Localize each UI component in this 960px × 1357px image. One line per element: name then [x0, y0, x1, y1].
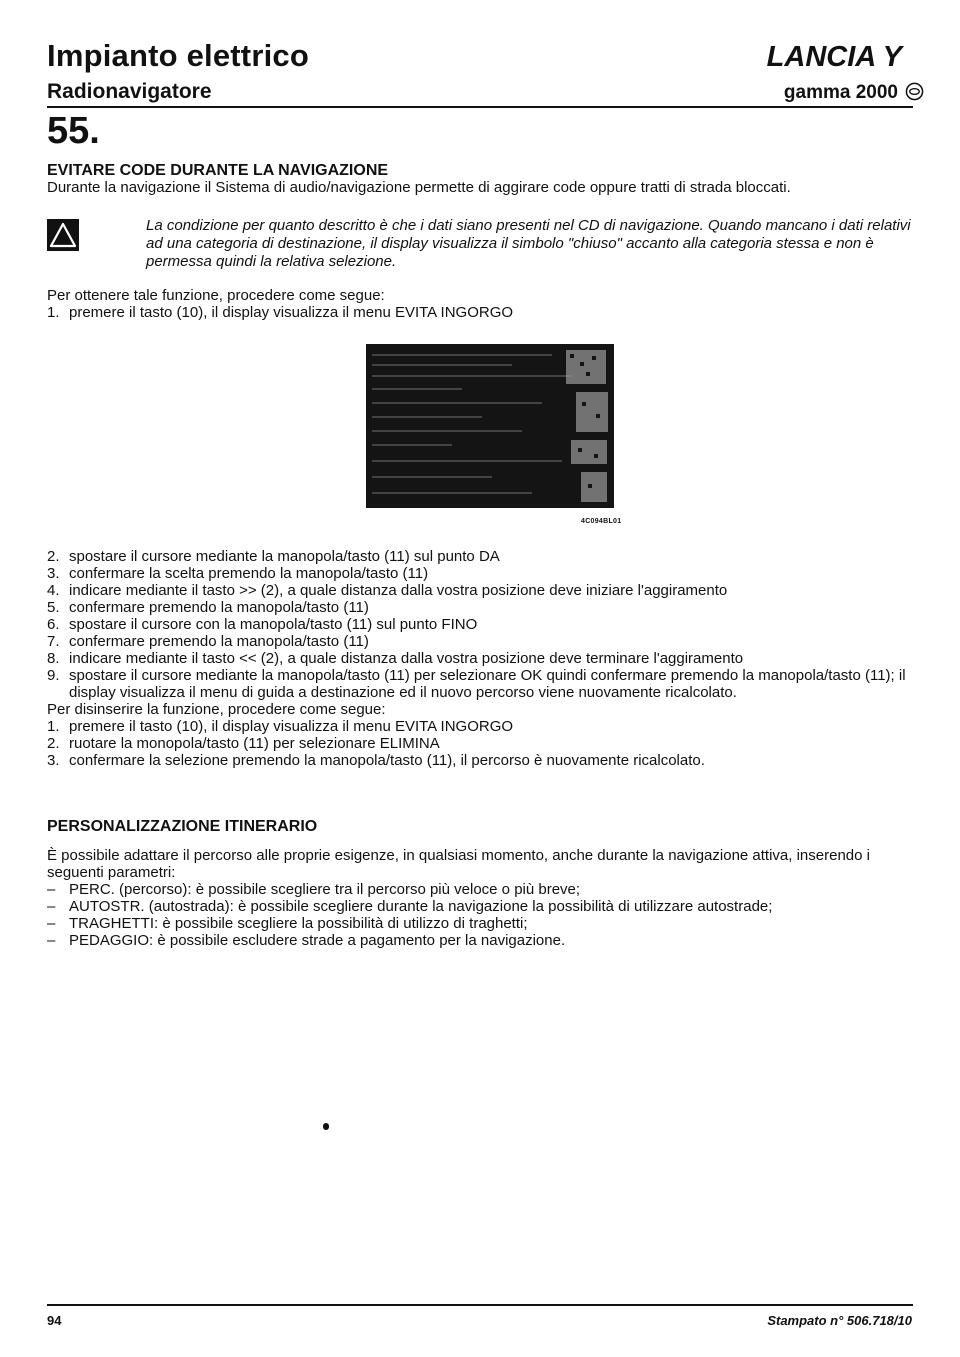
list-dash: –: [47, 881, 56, 898]
list-item: [47, 752, 913, 769]
step-number: 6.: [47, 616, 60, 633]
display-screenshot-image: [366, 344, 614, 508]
step-text: ruotare la monopola/tasto (11) per selezionare ELIMINA: [69, 735, 440, 752]
step-text: confermare la selezione premendo la manopola/tasto (11), il percorso è nuovamente ricalcolato.: [69, 752, 705, 769]
section2-block: [47, 818, 913, 949]
step-text: spostare il cursore con la manopola/tasto (11) sul punto FINO: [69, 616, 478, 633]
stray-dot: [323, 1123, 329, 1130]
item-text: AUTOSTR. (autostrada): è possibile scegliere durante la navigazione la possibilità di utilizzare autostrade;: [69, 898, 773, 915]
header-brand: LANCIA Y: [766, 41, 902, 73]
list-dash: –: [47, 932, 56, 949]
list-item: [47, 633, 913, 650]
step-number: 2.: [47, 735, 60, 752]
parameters-list: [47, 881, 913, 949]
list-item: [47, 582, 913, 599]
step-number: 5.: [47, 599, 60, 616]
step-text: premere il tasto (10), il display visualizza il menu EVITA INGORGO: [69, 718, 514, 735]
section-number: 55.: [47, 110, 100, 152]
list-item: [47, 667, 913, 701]
step1-block: [47, 287, 913, 321]
list-dash: –: [47, 915, 56, 932]
list-item: [47, 898, 913, 915]
list-item: [47, 599, 913, 616]
warning-icon: [47, 219, 79, 251]
list-item: [47, 718, 913, 735]
step-text: confermare premendo la manopola/tasto (11): [69, 599, 369, 616]
step-text: spostare il cursore mediante la manopola/tasto (11) sul punto DA: [69, 548, 500, 565]
step-text: indicare mediante il tasto >> (2), a quale distanza dalla vostra posizione deve iniziare l'aggiramento: [69, 582, 728, 599]
step-text: spostare il cursore mediante la manopola/tasto (11) per selezionare OK quindi confermare premendo la manopola/tasto (11); il display visualizza il menu di guida a destinazione ed il nuovo percorso viene nuovamente ricalcolato.: [69, 667, 906, 701]
step-number: 8.: [47, 650, 60, 667]
warning-text: La condizione per quanto descritto è che i dati siano presenti nel CD di navigazione. Quando mancano i dati relativi ad una categoria di destinazione, il display visualizza il simbolo "chiuso" accanto alla categoria stessa e non è permessa quindi la relativa selezione.: [146, 217, 911, 270]
header-range: gamma 2000: [783, 82, 898, 103]
step-text: confermare premendo la manopola/tasto (11): [69, 633, 369, 650]
step-number: 7.: [47, 633, 60, 650]
steps-block: [47, 548, 913, 769]
header-subtitle: Radionavigatore: [47, 80, 212, 103]
step-text: premere il tasto (10), il display visualizza il menu EVITA INGORGO: [69, 304, 514, 321]
list-item: [47, 932, 913, 949]
list-item: [47, 304, 913, 321]
section1-block: [47, 162, 913, 196]
header-rule: [47, 106, 913, 108]
step-number: 9.: [47, 667, 60, 684]
list-item: [47, 548, 913, 565]
step-text: indicare mediante il tasto << (2), a quale distanza dalla vostra posizione deve terminare l'aggiramento: [69, 650, 744, 667]
display-screenshot: [366, 344, 614, 508]
list-item: [47, 616, 913, 633]
item-text: PEDAGGIO: è possibile escludere strade a pagamento per la navigazione.: [69, 932, 566, 949]
section2-heading: PERSONALIZZAZIONE ITINERARIO: [47, 818, 318, 835]
step-number: 3.: [47, 752, 60, 769]
list-item: [47, 881, 913, 898]
print-reference: Stampato n° 506.718/10: [767, 1313, 912, 1328]
procedure-lead: Per ottenere tale funzione, procedere come segue:: [47, 287, 385, 304]
list-item: [47, 735, 913, 752]
step-number: 1.: [47, 304, 60, 321]
gamma-logo-icon: [905, 82, 924, 101]
step-number: 2.: [47, 548, 60, 565]
disable-steps-list: [47, 718, 913, 769]
step-text: confermare la scelta premendo la manopola/tasto (11): [69, 565, 429, 582]
step-number: 4.: [47, 582, 60, 599]
section1-heading: EVITARE CODE DURANTE LA NAVIGAZIONE: [47, 162, 389, 179]
step-number: 1.: [47, 718, 60, 735]
list-item: [47, 565, 913, 582]
item-text: PERC. (percorso): è possibile scegliere tra il percorso più veloce o più breve;: [69, 881, 581, 898]
figure-code: 4C094BL01: [581, 518, 622, 525]
footer-rule: [47, 1304, 913, 1306]
step-number: 3.: [47, 565, 60, 582]
page-number: 94: [47, 1313, 62, 1328]
steps-list: [47, 548, 913, 701]
header-title: Impianto elettrico: [47, 38, 309, 73]
list-item: [47, 915, 913, 932]
disable-lead: Per disinserire la funzione, procedere come segue:: [47, 701, 386, 718]
list-dash: –: [47, 898, 56, 915]
step1-list: [47, 304, 913, 321]
section2-intro: È possibile adattare il percorso alle proprie esigenze, in qualsiasi momento, anche durante la navigazione attiva, inserendo i seguenti parametri:: [47, 847, 870, 881]
item-text: TRAGHETTI: è possibile scegliere la possibilità di utilizzo di traghetti;: [69, 915, 528, 932]
list-item: [47, 650, 913, 667]
section1-intro: Durante la navigazione il Sistema di audio/navigazione permette di aggirare code oppure tratti di strada bloccati.: [47, 179, 791, 196]
